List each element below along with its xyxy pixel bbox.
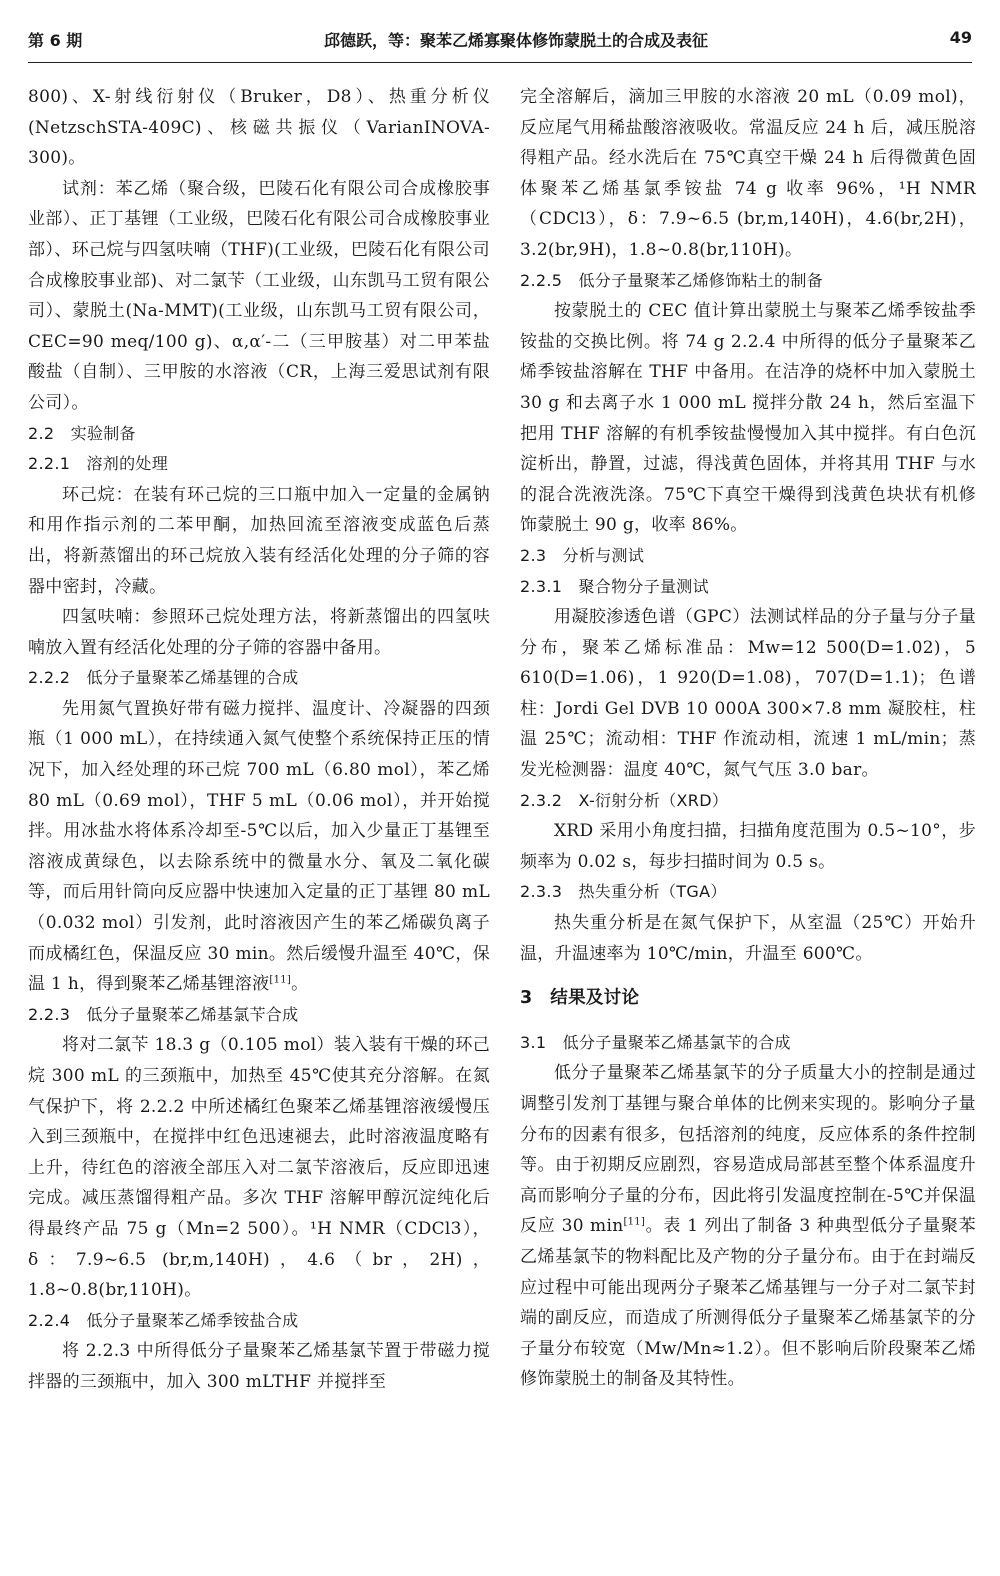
section-heading-2-2-4: 2.2.4 低分子量聚苯乙烯季铵盐合成 <box>28 1310 299 1330</box>
left-column <box>28 82 490 1398</box>
section-heading-2-3: 2.3 分析与测试 <box>520 545 645 565</box>
paragraph: 环己烷：在装有环己烷的三口瓶中加入一定量的金属钠和用作指示剂的二苯甲酮，加热回流至溶液变成蓝色后蒸出，将新蒸馏出的环己烷放入装有经活化处理的分子筛的容器中密封，冷藏。 <box>28 484 490 597</box>
right-column <box>520 82 976 1395</box>
paragraph-text: 低分子量聚苯乙烯基氯苄的分子质量大小的控制是通过调整引发剂丁基锂与聚合单体的比例来实现的。影响分子量分布的因素有很多，包括溶剂的纯度，反应体系的条件控制等。由于初期反应剧烈，容易造成局部甚至整个体系温度升高而影响分子量的分布，因此将引发温度控制在-5℃并保温反应 30 min <box>520 1063 976 1237</box>
reagents-paragraph: 试剂：苯乙烯（聚合级，巴陵石化有限公司合成橡胶事业部）、正丁基锂（工业级，巴陵石化有限公司合成橡胶事业部）、环己烷与四氢呋喃（THF)(工业级，巴陵石化有限公司合成橡胶事业部)、对二氯苄（工业级，山东凯马工贸有限公司）、蒙脱土(Na-MMT)(工业级，山东凯马工贸有限公司，CEC=90 meq/100 g)、α,α′-二（三甲胺基）对二甲苯盐酸盐（自制）、三甲胺的水溶液（CR，上海三爱思试剂有限公司）。 <box>28 178 490 413</box>
paragraph-text: 先用氮气置换好带有磁力搅拌、温度计、冷凝器的四颈瓶（1 000 mL），在持续通入氮气使整个系统保持正压的情况下，加入经处理的环己烷 700 mL（6.80 mol），苯乙烯 80 mL（0.69 mol），THF 5 mL（0.06 mol），并开始搅拌。用冰盐水将体系冷却至-5℃以后，加入少量正丁基锂至溶液成黄绿色，以去除系统中的微量水分、氧及二氧化碳等，而后用针筒向反应器中快速加入定量的正丁基锂 80 mL（0.032 mol）引发剂，此时溶液因产生的苯乙烯碳负离子而成橘红色，保温反应 30 min。然后缓慢升温至 40℃，保温 1 h，得到聚苯乙烯基锂溶液 <box>28 698 490 995</box>
paragraph: 将 2.2.3 中所得低分子量聚苯乙烯基氯苄置于带磁力搅拌器的三颈瓶中，加入 300 mLTHF 并搅拌至 <box>28 1341 490 1392</box>
citation: [11] <box>269 974 292 986</box>
paragraph-end: 。 <box>291 974 309 995</box>
section-heading-2-3-1: 2.3.1 聚合物分子量测试 <box>520 576 709 596</box>
section-heading-2-2-2: 2.2.2 低分子量聚苯乙烯基锂的合成 <box>28 668 299 688</box>
paragraph: 按蒙脱土的 CEC 值计算出蒙脱土与聚苯乙烯季铵盐季铵盐的交换比例。将 74 g 2.2.4 中所得的低分子量聚苯乙烯季铵盐溶解在 THF 中备用。在洁净的烧杯中加入蒙脱土 30 g 和去离子水 1 000 mL 搅拌分散 24 h，然后室温下把用 THF 溶解的有机季铵盐慢慢加入其中搅拌。有白色沉淀析出，静置，过滤，得浅黄色固体，并将其用 THF 与水的混合洗液洗涤。75℃下真空干燥得到浅黄色块状有机修饰蒙脱土 90 g，收率 86%。 <box>520 301 976 536</box>
paragraph: 用凝胶渗透色谱（GPC）法测试样品的分子量与分子量分布，聚苯乙烯标准品：Mw=12 500(D=1.02)，5 610(D=1.06)，1 920(D=1.08)，707(D=1.1)；色谱柱：Jordi Gel DVB 10 000A 300×7.8 mm 凝胶柱，柱温 25℃；流动相：THF 作流动相，流速 1 mL/min；蒸发光检测器：温度 40℃，氮气气压 3.0 bar。 <box>520 607 976 781</box>
paragraph: 800)、X-射线衍射仪（Bruker，D8）、热重分析仪(NetzschSTA-409C)、核磁共振仪（VarianINOVA-300)。 <box>28 87 490 169</box>
paragraph: 热失重分析是在氮气保护下，从室温（25℃）开始升温，升温速率为 10℃/min，升温至 600℃。 <box>520 913 976 964</box>
page-number: 49 <box>949 28 972 47</box>
paragraph <box>520 1058 976 1395</box>
paragraph: 完全溶解后，滴加三甲胺的水溶液 20 mL（0.09 mol)，反应尾气用稀盐酸溶液吸收。常温反应 24 h 后，减压脱溶得粗产品。经水洗后在 75℃真空干燥 24 h 后得微黄色固体聚苯乙烯基氯季铵盐 74 g 收率 96%，¹H NMR（CDCl3），δ：7.9~6.5 (br,m,140H)，4.6(br,2H)，3.2(br,9H)，1.8~0.8(br,110H)。 <box>520 87 976 260</box>
section-heading-2-2: 2.2 实验制备 <box>28 423 136 443</box>
paragraph <box>28 694 490 1000</box>
section-heading-2-2-5: 2.2.5 低分子量聚苯乙烯修饰粘土的制备 <box>520 270 824 290</box>
section-heading-2-3-2: 2.3.2 X-衍射分析（XRD） <box>520 790 729 810</box>
paragraph: XRD 采用小角度扫描，扫描角度范围为 0.5~10°，步频率为 0.02 s，每步扫描时间为 0.5 s。 <box>520 821 976 872</box>
paragraph: 将对二氯苄 18.3 g（0.105 mol）装入装有干燥的环己烷 300 mL 的三颈瓶中，加热至 45℃使其充分溶解。在氮气保护下，将 2.2.2 中所述橘红色聚苯乙烯基锂溶液缓慢压入到三颈瓶中，在搅拌中红色迅速褪去，此时溶液温度略有上升，待红色的溶液全部压入对二氯苄溶液后，反应即迅速完成。减压蒸馏得粗产品。多次 THF 溶解甲醇沉淀纯化后得最终产品 75 g（Mn=2 500）。¹H NMR（CDCl3），δ：7.9~6.5 (br,m,140H)，4.6（br，2H)，1.8~0.8(br,110H)。 <box>28 1035 490 1301</box>
section-heading-2-2-1: 2.2.1 溶剂的处理 <box>28 454 169 474</box>
paragraph: 四氢呋喃：参照环己烷处理方法，将新蒸馏出的四氢呋喃放入置有经活化处理的分子筛的容器中备用。 <box>28 607 490 658</box>
section-heading-3: 3 结果及讨论 <box>520 988 640 1009</box>
section-heading-2-3-3: 2.3.3 热失重分析（TGA） <box>520 882 727 902</box>
issue-number: 第 6 期 <box>28 31 83 50</box>
paragraph-end: 。表 1 列出了制备 3 种典型低分子量聚苯乙烯基氯苄的物料配比及产物的分子量分布。由于在封端反应过程中可能出现两分子聚苯乙烯基锂与一分子对二氯苄封端的副反应，而造成了所测得低分子量聚苯乙烯基氯苄的分子量分布较宽（Mw/Mn≈1.2）。但不影响后阶段聚苯乙烯修饰蒙脱土的制备及其特性。 <box>520 1216 976 1390</box>
running-header <box>28 28 972 63</box>
citation: [11] <box>623 1216 646 1228</box>
running-title: 邱德跃，等：聚苯乙烯寡聚体修饰蒙脱土的合成及表征 <box>324 31 709 50</box>
section-heading-2-2-3: 2.2.3 低分子量聚苯乙烯基氯苄合成 <box>28 1004 299 1024</box>
section-heading-3-1: 3.1 低分子量聚苯乙烯基氯苄的合成 <box>520 1032 791 1052</box>
